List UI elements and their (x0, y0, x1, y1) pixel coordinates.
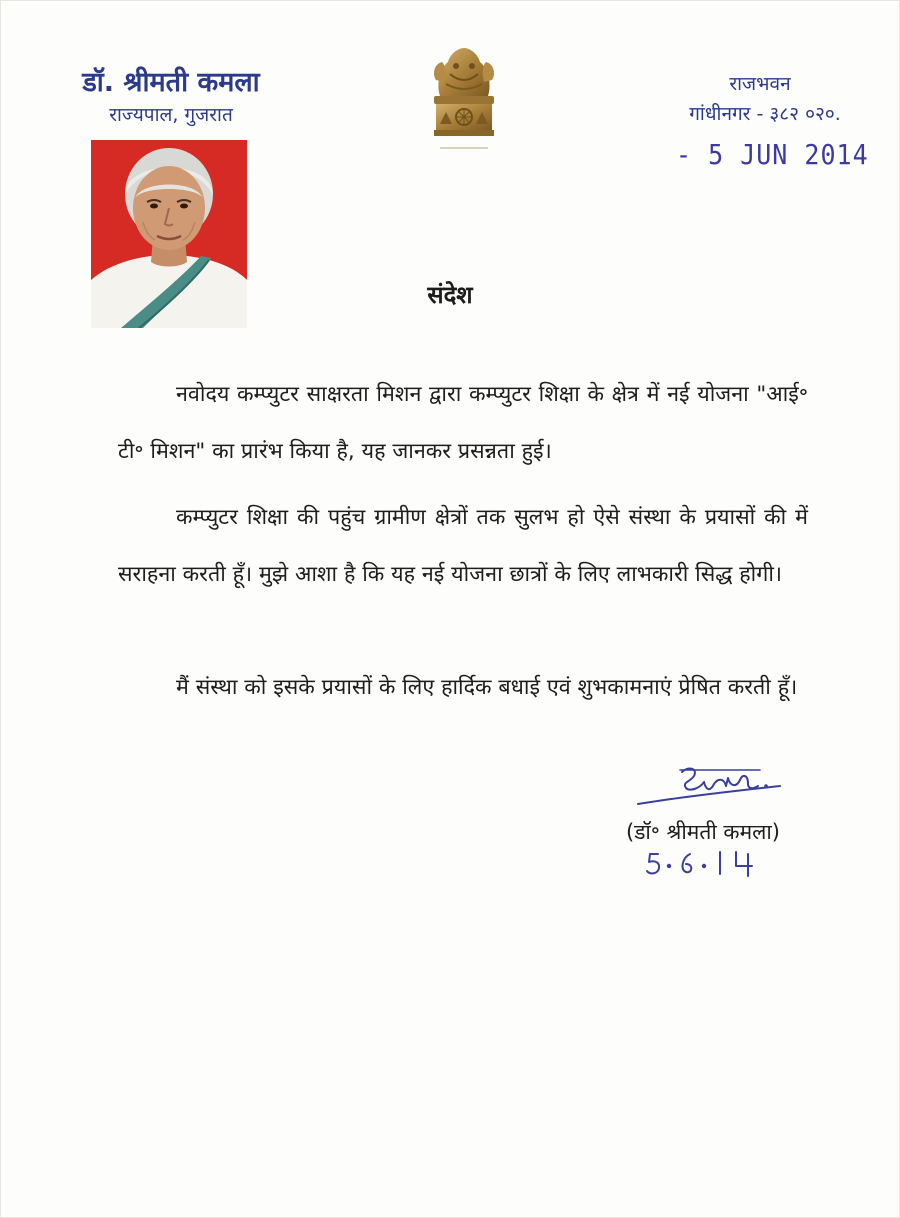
handwritten-signature (634, 758, 784, 814)
letter-subject: संदेश (427, 281, 473, 309)
body-paragraph: मैं संस्था को इसके प्रयासों के लिए हार्दिक बधाई एवं शुभकामनाएं प्रेषित करती हूँ। (176, 675, 798, 700)
sender-name: डॉ. श्रीमती कमला (82, 67, 260, 98)
office-name: राजभवन (729, 73, 791, 95)
national-emblem-icon (426, 44, 502, 162)
governor-portrait-photo (91, 140, 247, 328)
date-stamp: - 5 JUN 2014 (676, 138, 869, 171)
body-paragraph: कम्प्युटर शिक्षा की पहुंच ग्रामीण क्षेत्रों तक सुलभ हो ऐसे संस्था के प्रयासों की में सराहना करती हूँ। मुझे आशा है कि यह नई योजना छात्रों के लिए लाभकारी सिद्ध होगी। (118, 505, 808, 587)
body-paragraph: नवोदय कम्प्युटर साक्षरता मिशन द्वारा कम्प्युटर शिक्षा के क्षेत्र में नई योजना "आई॰ टी॰ मिशन" का प्रारंभ किया है, यह जानकर प्रसन्नता हुई। (118, 382, 808, 464)
signatory-name: (डॉ॰ श्रीमती कमला) (626, 820, 780, 844)
handwritten-date (644, 842, 772, 884)
sender-designation: राज्यपाल, गुजरात (109, 104, 233, 126)
city-pin: गांधीनगर - ३८२ ०२०. (689, 103, 841, 125)
